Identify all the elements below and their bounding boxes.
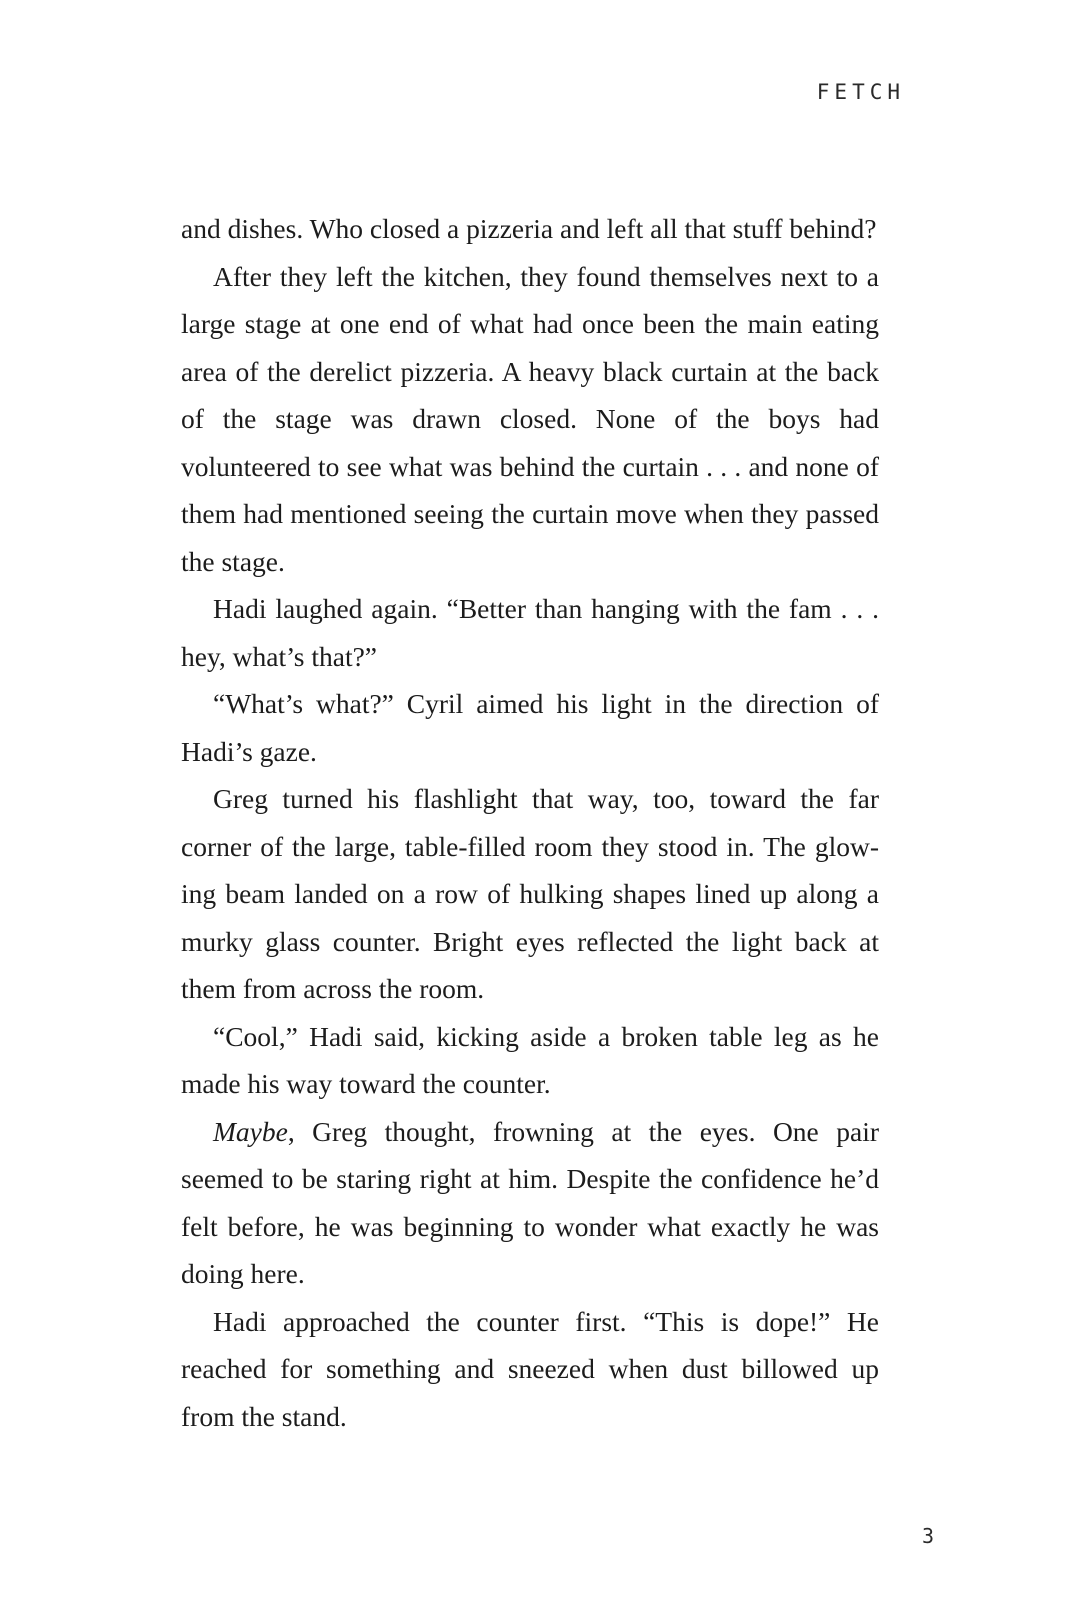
paragraph <box>181 1108 879 1298</box>
italic-word: Maybe <box>213 1115 288 1147</box>
paragraph-text: , Greg thought, frowning at the eyes. One pair seemed to be staring right at him. Despite the confidence he’d felt before, he was beginning to wonder what exactly he was doing here. <box>181 1115 879 1289</box>
paragraph: Greg turned his flashlight that way, too, toward the far corner of the large, table-filled room they stood in. The glow-ing beam landed on a row of hulking shapes lined up along a murky glass counter. Bright eyes reflected the light back at them from across the room. <box>181 783 879 1004</box>
body-text <box>181 205 879 1440</box>
page-number: 3 <box>921 1524 934 1548</box>
running-head: FETCH <box>816 80 905 104</box>
paragraph: After they left the kitchen, they found themselves next to a large stage at one end of what had once been the main eating area of the derelict pizzeria. A heavy black curtain at the back of the stage was drawn closed. None of the boys had volunteered to see what was behind the curtain . . . and none of them had mentioned seeing the curtain move when they passed the stage. <box>181 260 879 577</box>
paragraph: “What’s what?” Cyril aimed his light in the direction of Hadi’s gaze. <box>181 688 879 767</box>
paragraph: Hadi approached the counter first. “This is dope!” He reached for something and sneezed when dust billowed up from the stand. <box>181 1305 879 1432</box>
paragraph: Hadi laughed again. “Better than hanging with the fam . . . hey, what’s that?” <box>181 593 879 672</box>
paragraph: and dishes. Who closed a pizzeria and left all that stuff behind? <box>181 213 877 244</box>
paragraph: “Cool,” Hadi said, kicking aside a broken table leg as he made his way toward the counter. <box>181 1020 879 1099</box>
